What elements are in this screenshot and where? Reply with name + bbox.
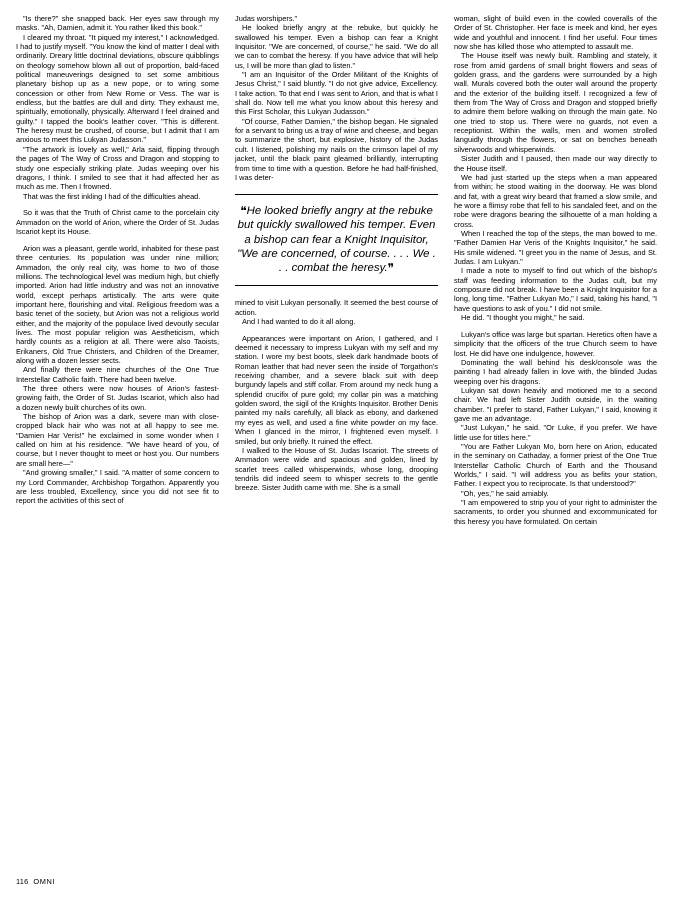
paragraph: And finally there were nine churches of the One True Interstellar Catholic faith. There had been twelve. (16, 365, 219, 384)
paragraph: "I am an Inquisitor of the Order Militant of the Knights of Jesus Christ," I said bluntly. "I do not give advice, Excellency. I take action. To that end I was sent to Arion, and that is what I shall do. Now tell me what you know about this heresy and this First Scholar, this Lukyan Judasson." (235, 70, 438, 117)
paragraph: When I reached the top of the steps, the man bowed to me. "Father Damien Har Veris of the Knights Inquisitor," he said. His smile widened. "I greet you in the name of Jesus, and St. Judas. I am Lukyan." (454, 228, 657, 266)
quote-close-icon: ❞ (387, 261, 395, 275)
paragraph: Sister Judith and I paused, then made our way directly to the House itself. (454, 154, 657, 173)
paragraph: I made a note to myself to find out which of the bishop's staff was feeding information to the Judas cult, but my composure did not break. I have been a Knight Inquisitor for a long, long time. "Father Lukyan Mo," I said, taking his hand, "I have questions to ask of you." I did not smile. (454, 266, 657, 313)
paragraph: Appearances were important on Arion, I gathered, and I deemed it necessary to impress Lukyan with my self and my station. I wore my best boots, sleek dark handmade boots of Roman leather that had never seen the inside of Torgathon's receiving chamber, and a severe black suit with deep burgundy lapels and stiff collar. From around my neck hung a splendid crucifix of pure gold; my collar pin was a matching golden sword, the sigil of the Knights Inquisitor. Brother Denis painted my nails carefully, all black as ebony, and darkened my eyes as well, and used a fine white powder on my face. When I glanced in the mirror, I frightened even myself. I smiled, but only briefly. It ruined the effect. (235, 333, 438, 446)
paragraph: Arion was a pleasant, gentle world, inhabited for these past three centuries. Its population was under nine million; Ammadon, the only real city, was home to two of those millions. The technological level was medium high, but chiefly imported. Arion had little industry and was not an innovative world, except perhaps artistically. The arts were quite important here, flourishing and vital. Religious freedom was a basic tenet of the society, but Arion was not a religious world either, and the majority of the populace lived devoutly secular lives. The most popular religion was Aestheticism, which hardly counts as a religion at all. There were also Taoists, Erikaners, Old True Christers, and Children of the Dreamer, along with a dozen lesser sects. (16, 243, 219, 366)
paragraph: woman, slight of build even in the cowled coveralls of the Order of St. Christopher. Her face is meek and kind, her eyes wide and youthful and innocent. I find her useful. Four times now she has killed those who attempted to assault me. (454, 14, 657, 52)
paragraph: And I had wanted to do it all along. (242, 316, 356, 326)
paragraph: The bishop of Arion was a dark, severe man with close-cropped black hair who was not at all happy to see me. "Damien Har Veris!" he exclaimed in some wonder when I called on him at his residence. "We have heard of you, of course, but I never thought to meet or host you. Our numbers are small here—" (16, 412, 219, 468)
paragraph: mined to visit Lukyan personally. It seemed the best course of action. (235, 298, 438, 317)
paragraph: So it was that the Truth of Christ came to the porcelain city Ammadon on the world of Arion, where the Order of St. Judas Iscariot kept its House. (16, 208, 219, 237)
column-center (235, 14, 438, 852)
paragraph: "The artwork is lovely as well," Arla said, flipping through the pages of The Way of Cross and Dragon and stopping to study one especially striking plate. Judas weeping over his dragons, I think. I smiled to see that it had affected her as much as me. Then I frowned. (16, 144, 219, 192)
paragraph: "And growing smaller," I said. "A matter of some concern to my Lord Commander, Archbishop Torgathon. Apparently you are less troubled, Excellency, since you did not see fit to report the activities of this sect of (16, 468, 219, 506)
paragraph: The three others were now houses of Arion's fastest-growing faith, the Order of St. Judas Iscariot, which also had a dozen newly built churches of its own. (16, 384, 219, 412)
page-footer (16, 877, 55, 886)
quote-open-icon: ❝ (240, 204, 247, 219)
paragraph: We had just started up the steps when a man appeared from within; he stood waiting in the doorway. He was blond and fat, with a great wiry beard that framed a slow smile, and he wore a flimsy robe that fell to his sandaled feet, and on the robe were dragons bearing the silhouette of a man holding a cross. (454, 172, 657, 229)
page-number: 116 (16, 877, 29, 886)
column-left (16, 14, 219, 852)
pull-quote (235, 194, 438, 286)
magazine-name: OMNI (33, 877, 56, 886)
pull-quote-text: He looked briefly angry at the rebuke but quickly swallowed his temper. Even a bishop can fear a Knight Inquisitor, "We are concerned, of course. . . . We . . . combat the heresy. (237, 205, 436, 274)
paragraph: "Is there?" she snapped back. Her eyes saw through my masks. "Ah, Damien, admit it. You rather liked this book." (16, 14, 219, 33)
paragraph: "You are Father Lukyan Mo, born here on Arion, educated in the seminary on Cathaday, a former priest of the One True Interstellar Catholic Church of Earth and the Thousand Worlds," I said. "I will address you as befits your station, Father. I expect you to reciprocate. Is that understood?" (454, 441, 657, 489)
article-columns (16, 14, 659, 852)
paragraph: That was the first inkling I had of the difficulties ahead. (23, 191, 201, 201)
paragraph: Judas worshipers." (235, 14, 298, 23)
paragraph: "Of course, Father Damien," the bishop began. He signaled for a servant to bring us a tray of wine and cheese, and began to summarize the short, but explosive, history of the Judas cult. I listened, polishing my nails on the crimson lapel of my jacket, until the black paint gleamed brilliantly, interrupting from time to time with a question. Before he had half-finished, I was deter- (235, 116, 438, 182)
paragraph: Lukyan's office was large but spartan. Heretics often have a simplicity that the officers of the true Church seem to have lost. He did have one indulgence, however. (454, 329, 657, 358)
paragraph: Dominating the wall behind his desk/console was the painting I had already fallen in love with, the blinded Judas weeping over his dragons. (454, 357, 657, 386)
paragraph: He looked briefly angry at the rebuke, but quickly he swallowed his temper. Even a bishop can fear a Knight Inquisitor. "We are concerned, of course," he said. "We do all we can to combat the heresy. If you have advice that will help us, I will be more than glad to listen." (235, 23, 438, 70)
column-right (454, 14, 657, 852)
paragraph: I walked to the House of St. Judas Iscariot. The streets of Ammadon were wide and spacious and golden, lined by scarlet trees called whisperwinds, whose long, drooping tendrils did indeed seem to whisper secrets to the gentle breeze. Sister Judith came with me. She is a small (235, 445, 438, 493)
paragraph: I cleared my throat. "It piqued my interest," I acknowledged. I had to justify myself. "You know the kind of matter I deal with ordinarily. Dreary little doctrinal deviations, obscure quibblings on theology somehow blown all out of proportion, bald-faced political maneuverings designed to set some ambitious planetary bishop up as a new pope, or to wring some concession or other from New Rome or Vess. The war is endless, but the battles are dull and dirty. They exhaust me, spiritually, emotionally, physically. Afterward I feel drained and guilty." I tapped the book's leather cover. "This is different. The heresy must be crushed, of course, but I admit that I am anxious to meet this Lukyan Judasson." (16, 32, 219, 145)
paragraph: "Oh, yes," he said amiably. (461, 488, 549, 498)
paragraph: "Just Lukyan," he said. "Or Luke, if you prefer. We have little use for titles here." (454, 423, 657, 442)
paragraph: "I am empowered to strip you of your right to administer the sacraments, to order you shunned and excommunicated for this heresy you have formulated. On certain (454, 498, 657, 526)
paragraph: Lukyan sat down heavily and motioned me to a second chair. We had left Sister Judith outside, in the waiting chamber. "I prefer to stand, Father Lukyan," I said, knowing it gave me an advantage. (454, 385, 657, 423)
paragraph: He did. "I thought you might," he said. (461, 313, 585, 322)
paragraph: The House itself was newly built. Rambling and stately, it rose from amid gardens of small bright flowers and seas of golden grass, and the gardens were surrounded by a high wall. Murals covered both the outer wall around the property and the exterior of the building itself. I recognized a few of them from The Way of Cross and Dragon and stopped briefly to admire them before walking on through the main gate. No one tried to stop us. There were no guards, not even a receptionist. Within the walls, men and women strolled languidly through the flowers, or sat on benches beneath silverwoods and whisperwinds. (454, 51, 657, 154)
